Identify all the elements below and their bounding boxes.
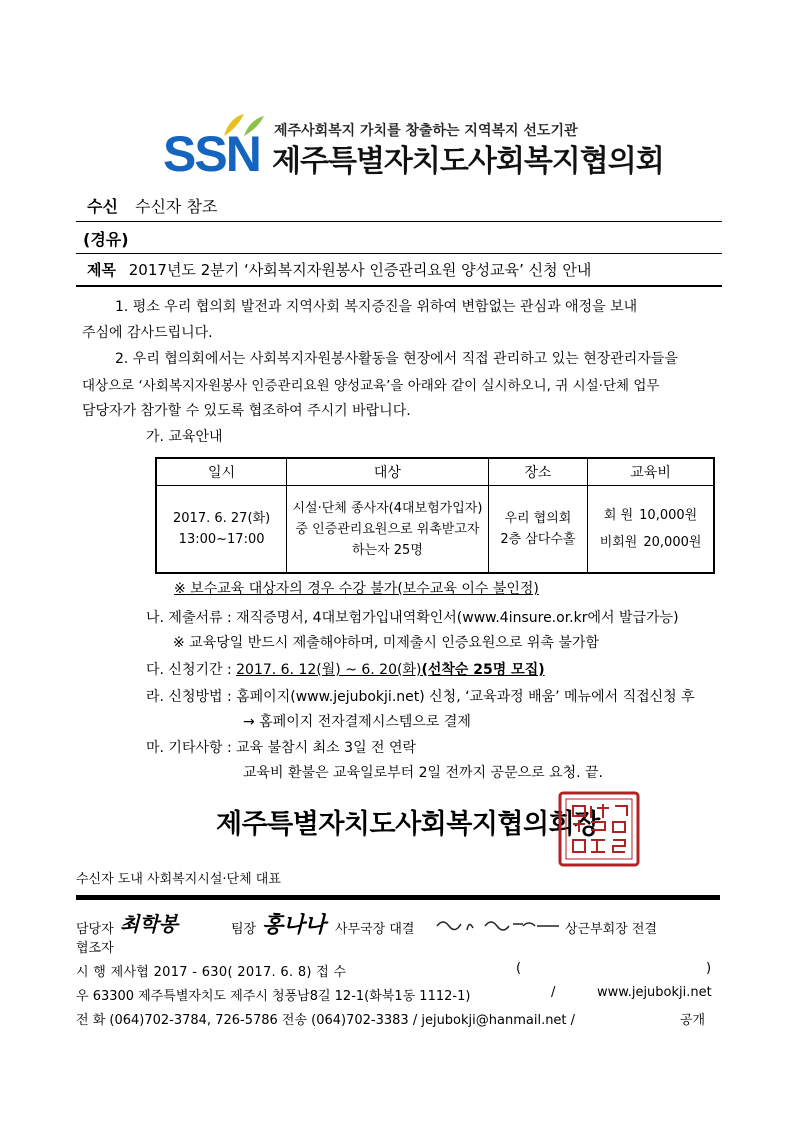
fee-nonmember-value: 20,000원 — [643, 535, 702, 550]
divider — [76, 221, 722, 222]
recipient-line — [87, 194, 217, 217]
item-na-note: ※ 교육당일 반드시 제출해야하며, 미제출시 인증요원으로 위촉 불가함 — [173, 635, 600, 651]
website-link[interactable]: www.jejubokji.net — [597, 985, 712, 1000]
target-cell — [287, 486, 489, 574]
via-label: (경유) — [83, 230, 129, 249]
table-header: 일시 — [156, 458, 287, 486]
item-da — [146, 659, 545, 679]
sender-name: 제주특별자치도사회복지협의회장 — [216, 809, 600, 840]
item-ma-line2: 교육비 환불은 교육일로부터 2일 전까지 공문으로 요청. 끝. — [243, 765, 604, 781]
team-signature: 홍나나 — [262, 912, 326, 938]
date-cell — [156, 486, 287, 574]
body-p2-line1: 2. 우리 협의회에서는 사회복지자원봉사활동을 현장에서 직접 관리하고 있는 현장관리자들을 — [115, 351, 678, 367]
footer-divider — [76, 895, 720, 900]
body-p2-line3: 담당자가 참가할 수 있도록 협조하여 주시기 바랍니다. — [82, 403, 411, 419]
receipt-paren-open: ( — [516, 961, 522, 976]
org-slogan: 제주사회복지 가치를 창출하는 지역복지 선도기관 — [274, 123, 578, 139]
place-line: 우리 협의회 — [504, 511, 572, 526]
vp-label: 상근부회장 전결 — [565, 922, 658, 937]
subject-label: 제목 — [87, 261, 116, 279]
table-row — [156, 486, 714, 574]
table-header: 대상 — [287, 458, 489, 486]
item-na: 나. 제출서류 : 재직증명서, 4대보험가입내역확인서(www.4insure.or.kr에서 발급가능) — [146, 610, 679, 626]
fee-nonmember-label: 비회원 — [599, 535, 638, 550]
body-p2-line2: 대상으로 ‘사회복지자원봉사 인증관리요원 양성교육’을 아래와 같이 실시하오니, 귀 시설·단체 업무 — [82, 378, 660, 394]
staff-signature: 최학봉 — [120, 912, 178, 936]
item-ra-line1: 라. 신청방법 : 홈페이지(www.jejubokji.net) 신청, ‘교육과정 배움’ 메뉴에서 직접신청 후 — [146, 689, 695, 705]
table-header-row — [156, 458, 714, 486]
target-line: 중 인증관리요원으로 위촉받고자 — [295, 521, 480, 537]
table-header: 교육비 — [588, 458, 714, 486]
recipient-label: 수신 — [87, 197, 118, 216]
item-da-bold: (선착순 25명 모집) — [421, 662, 545, 678]
fee-member-row — [588, 505, 713, 526]
contact-info: 전 화 (064)702-3784, 726-5786 전송 (064)702-3383 / jejubokji@hanmail.net / — [76, 1013, 576, 1028]
fee-cell — [588, 486, 714, 574]
subject-line — [87, 259, 591, 280]
item-ra-line2: → 홈페이지 전자결제시스템으로 결제 — [243, 714, 471, 730]
address-separator: / — [551, 985, 556, 1000]
fee-member-value: 10,000원 — [639, 508, 698, 523]
divider — [76, 253, 722, 254]
place-cell — [488, 486, 587, 574]
body-p1-line1: 1. 평소 우리 협의회 발전과 지역사회 복지증진을 위하여 변함없는 관심과 애정을 보내 — [115, 299, 638, 315]
time-line: 13:00~17:00 — [178, 532, 265, 547]
place-line: 2층 삼다수홀 — [500, 532, 576, 547]
org-name-header: 제주특별자치도사회복지협의회 — [272, 144, 664, 179]
item-da-period: 2017. 6. 12(월) ~ 6. 20(화) — [236, 662, 422, 678]
sec-signature-icon — [433, 914, 563, 936]
sec-label: 사무국장 대결 — [335, 922, 415, 937]
item-da-label: 다. 신청기간 : — [146, 662, 237, 678]
table-note: ※ 보수교육 대상자의 경우 수강 불가(보수교육 이수 불인정) — [174, 581, 539, 597]
disclosure-status: 공개 — [680, 1013, 706, 1028]
subject-value: 2017년도 2분기 ‘사회복지자원봉사 인증관리요원 양성교육’ 신청 안내 — [128, 261, 592, 279]
official-seal-icon — [557, 790, 641, 868]
doc-number: 시 행 제사협 2017 - 630( 2017. 6. 8) 접 수 — [76, 965, 347, 980]
address: 우 63300 제주특별자치도 제주시 청풍남8길 12-1(화북1동 1112-1) — [76, 989, 471, 1004]
receipt-paren-close: ) — [706, 961, 712, 976]
target-line: 시설·단체 종사자(4대보험가입자) — [292, 500, 483, 516]
staff-label: 담당자 — [76, 922, 114, 937]
table-header: 장소 — [488, 458, 587, 486]
target-line: 하는자 25명 — [351, 542, 423, 558]
divider — [76, 285, 722, 287]
item-ma-line1: 마. 기타사항 : 교육 불참시 최소 3일 전 연락 — [146, 740, 417, 756]
date-line: 2017. 6. 27(화) — [173, 511, 271, 526]
education-table — [155, 457, 715, 574]
ssn-logo: SSN — [163, 126, 260, 182]
fee-member-label: 회 원 — [603, 508, 634, 523]
coop-label: 협조자 — [76, 941, 114, 956]
recipient-value: 수신자 참조 — [135, 197, 218, 216]
recipients-list: 수신자 도내 사회복지시설·단체 대표 — [76, 872, 281, 887]
section-ga: 가. 교육안내 — [146, 429, 223, 445]
fee-nonmember-row — [588, 532, 713, 553]
team-label: 팀장 — [231, 922, 257, 937]
body-p1-line2: 주심에 감사드립니다. — [82, 325, 213, 341]
